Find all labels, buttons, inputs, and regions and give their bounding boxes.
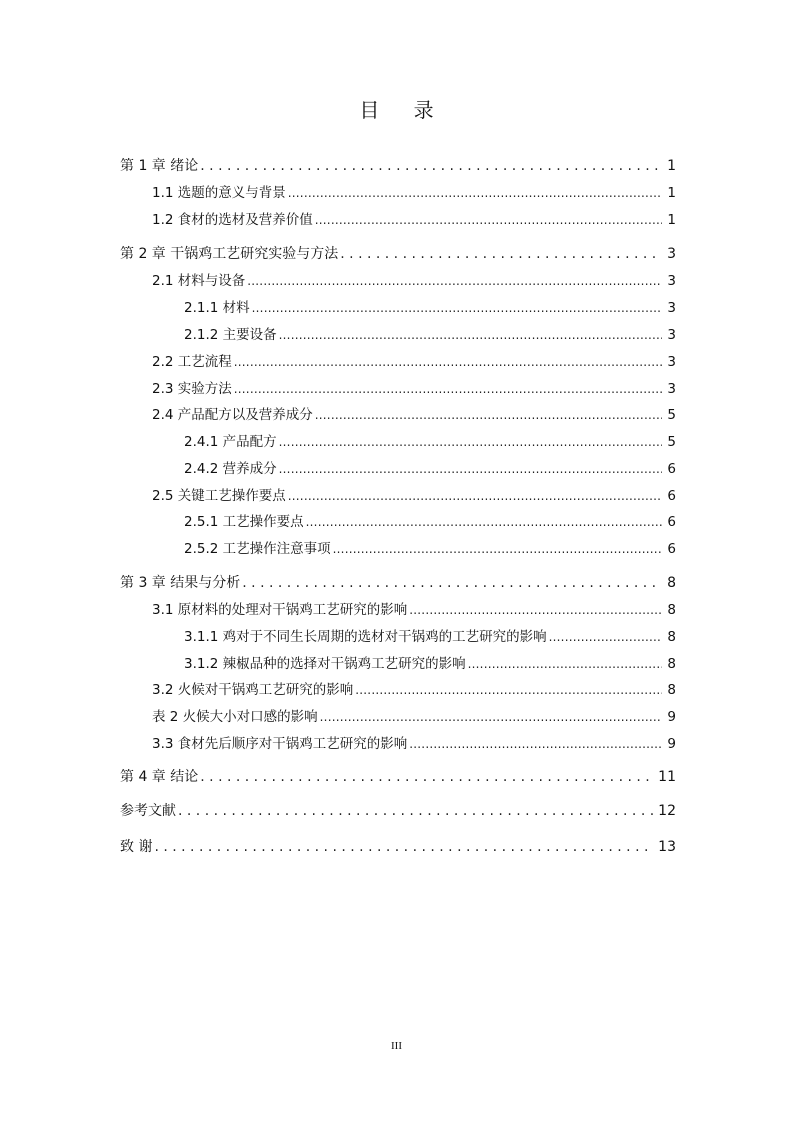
toc-entry[interactable] — [120, 681, 676, 699]
toc-entry-page: 9 — [667, 709, 676, 725]
toc-dot-leader — [315, 211, 662, 229]
toc-entry-page: 3 — [667, 273, 676, 289]
toc-entry-label: 第 3 章 结果与分析 — [120, 575, 241, 591]
toc-entry-page: 3 — [667, 327, 676, 343]
toc-entry[interactable] — [120, 406, 676, 424]
toc-entry[interactable] — [120, 184, 676, 202]
toc-entry-page: 1 — [667, 185, 676, 201]
toc-entry-page: 1 — [667, 158, 676, 174]
toc-entry-page: 3 — [667, 246, 676, 262]
toc-entry[interactable] — [120, 802, 676, 820]
toc-entry-label: 第 4 章 结论 — [120, 769, 199, 785]
toc-entry-page: 12 — [658, 803, 676, 819]
toc-entry-label: 1.2 食材的选材及营养价值 — [152, 212, 313, 228]
toc-entry[interactable] — [120, 768, 676, 786]
toc-entry-label: 2.2 工艺流程 — [152, 354, 232, 370]
toc-entry-label: 2.5.1 工艺操作要点 — [184, 514, 304, 530]
toc-entry-label: 2.4 产品配方以及营养成分 — [152, 407, 313, 423]
toc-entry-page: 5 — [667, 434, 676, 450]
toc-entry-page: 8 — [667, 656, 676, 672]
toc-entry[interactable] — [120, 655, 676, 673]
toc-entry-page: 3 — [667, 300, 676, 316]
toc-dot-leader — [279, 460, 662, 478]
toc-dot-leader — [468, 655, 662, 673]
toc-dot-leader — [252, 299, 662, 317]
toc-entry-page: 9 — [667, 736, 676, 752]
toc-entry-label: 2.3 实验方法 — [152, 381, 232, 397]
toc-dot-leader — [320, 708, 662, 726]
toc-entry[interactable] — [120, 460, 676, 478]
toc-entry[interactable] — [120, 299, 676, 317]
toc-entry-label: 第 2 章 干锅鸡工艺研究实验与方法 — [120, 246, 339, 262]
toc-entry-label: 2.1.2 主要设备 — [184, 327, 277, 343]
toc-entry-label: 致 谢 — [120, 839, 153, 855]
toc-entry-page: 8 — [667, 602, 676, 618]
toc-entry-label: 2.1.1 材料 — [184, 300, 250, 316]
toc-entry-page: 6 — [667, 514, 676, 530]
toc-dot-leader — [549, 628, 662, 646]
toc-entry[interactable] — [120, 433, 676, 451]
toc-entry-label: 2.5 关键工艺操作要点 — [152, 488, 286, 504]
toc-entry[interactable] — [120, 211, 676, 229]
toc-entry-label: 表 2 火候大小对口感的影响 — [152, 709, 318, 725]
toc-dot-leader — [279, 433, 662, 451]
toc-entry-label: 2.5.2 工艺操作注意事项 — [184, 541, 331, 557]
toc-dot-leader — [333, 540, 662, 558]
toc-entry-label: 参考文献 — [120, 803, 176, 819]
toc-entry-label: 3.1 原材料的处理对干锅鸡工艺研究的影响 — [152, 602, 408, 618]
toc-dot-leader — [200, 768, 654, 786]
toc-entry-label: 3.2 火候对干锅鸡工艺研究的影响 — [152, 682, 354, 698]
toc-dot-leader — [409, 735, 662, 753]
toc-dot-leader — [234, 353, 662, 371]
toc-entry-label: 3.1.2 辣椒品种的选择对干锅鸡工艺研究的影响 — [184, 656, 466, 672]
toc-dot-leader — [306, 513, 662, 531]
toc-entry-page: 8 — [667, 629, 676, 645]
toc-dot-leader — [242, 574, 662, 592]
toc-dot-leader — [154, 838, 654, 856]
toc-entry-label: 第 1 章 绪论 — [120, 158, 199, 174]
toc-dot-leader — [409, 601, 662, 619]
toc-entry-label: 2.4.2 营养成分 — [184, 461, 277, 477]
toc-entry-page: 8 — [667, 575, 676, 591]
toc-entry[interactable] — [120, 838, 676, 856]
toc-entry[interactable] — [120, 245, 676, 263]
toc-entry-page: 5 — [667, 407, 676, 423]
toc-dot-leader — [288, 184, 662, 202]
toc-dot-leader — [279, 326, 662, 344]
toc-entry-page: 11 — [658, 769, 676, 785]
toc-entry[interactable] — [120, 708, 676, 726]
toc-dot-leader — [340, 245, 662, 263]
toc-entry[interactable] — [120, 601, 676, 619]
toc-entry[interactable] — [120, 380, 676, 398]
toc-dot-leader — [288, 487, 662, 505]
toc-entry[interactable] — [120, 540, 676, 558]
toc-dot-leader — [200, 157, 662, 175]
toc-entry-page: 8 — [667, 682, 676, 698]
toc-dot-leader — [178, 802, 654, 820]
toc-dot-leader — [355, 681, 662, 699]
toc-entry[interactable] — [120, 628, 676, 646]
toc-dot-leader — [247, 272, 662, 290]
toc-entry-label: 3.3 食材先后顺序对干锅鸡工艺研究的影响 — [152, 736, 408, 752]
toc-entry[interactable] — [120, 272, 676, 290]
toc-entry[interactable] — [120, 353, 676, 371]
toc-entry-page: 6 — [667, 488, 676, 504]
toc-entry[interactable] — [120, 157, 676, 175]
toc-title: 目 录 — [359, 98, 448, 122]
toc-entry[interactable] — [120, 487, 676, 505]
toc-entry[interactable] — [120, 735, 676, 753]
toc-entry-label: 3.1.1 鸡对于不同生长周期的选材对干锅鸡的工艺研究的影响 — [184, 629, 547, 645]
toc-entry-page: 3 — [667, 381, 676, 397]
page-number: III — [391, 1040, 402, 1052]
toc-dot-leader — [315, 406, 662, 424]
toc-entry-label: 2.4.1 产品配方 — [184, 434, 277, 450]
toc-entry-page: 3 — [667, 354, 676, 370]
toc-entry-page: 6 — [667, 541, 676, 557]
toc-entry-page: 1 — [667, 212, 676, 228]
toc-dot-leader — [234, 380, 662, 398]
toc-entry-page: 6 — [667, 461, 676, 477]
toc-entry-page: 13 — [658, 839, 676, 855]
toc-entry-label: 2.1 材料与设备 — [152, 273, 246, 289]
toc-entry[interactable] — [120, 574, 676, 592]
toc-entry[interactable] — [120, 513, 676, 531]
toc-entry[interactable] — [120, 326, 676, 344]
toc-entry-label: 1.1 选题的意义与背景 — [152, 185, 286, 201]
